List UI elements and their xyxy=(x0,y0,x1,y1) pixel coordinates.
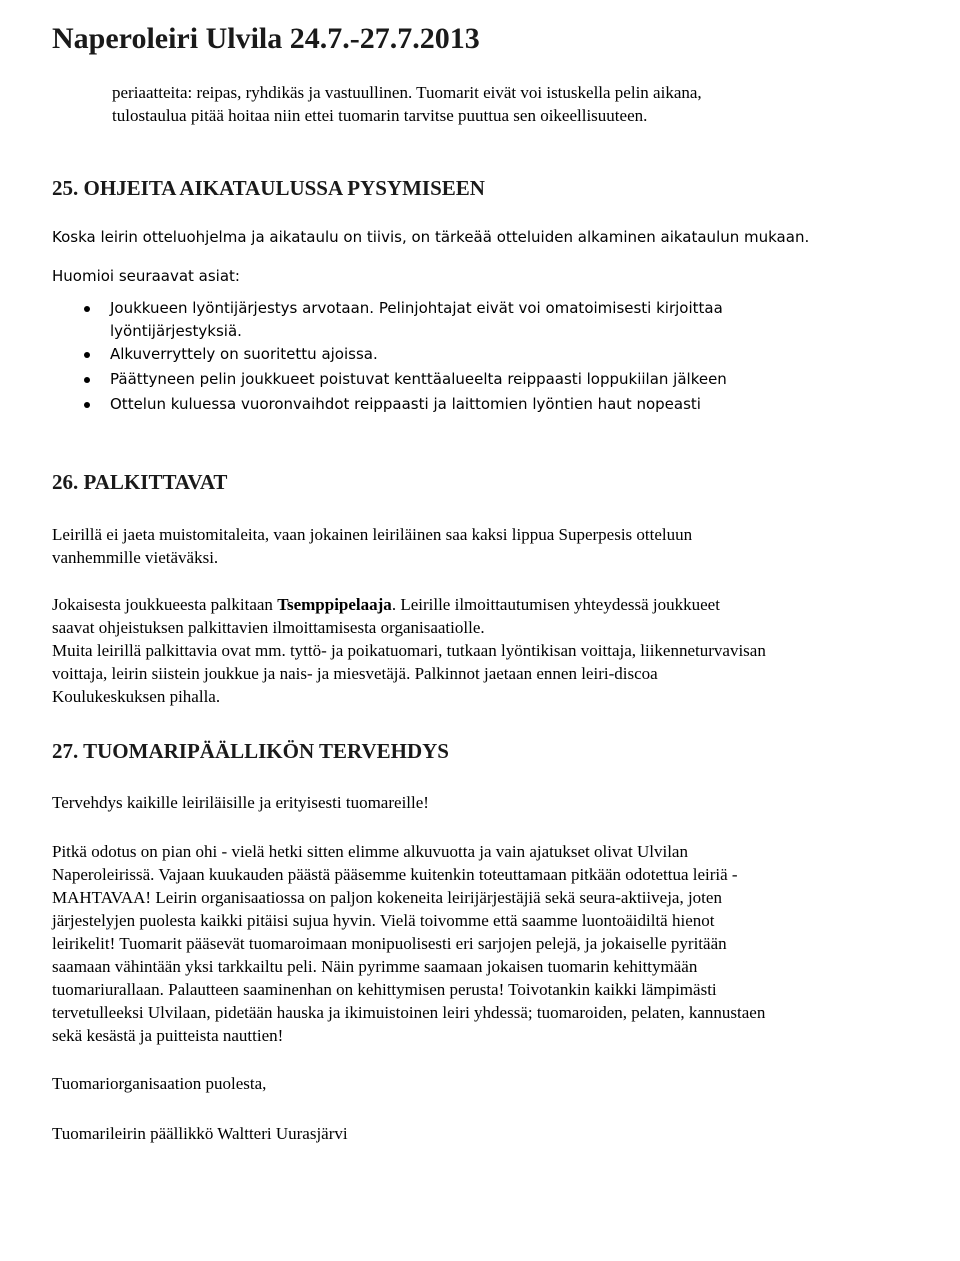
intro-line: periaatteita: reipas, ryhdikäs ja vastuullinen. Tuomarit eivät voi istuskella pelin aikana, xyxy=(112,83,702,102)
paragraph-line: Naperoleirissä. Vajaan kuukauden päästä pääsemme kuitenkin toteuttamaan pitkään odotettua leiriä - xyxy=(52,865,738,884)
intro-paragraph xyxy=(112,81,912,127)
section-27-greeting: Tervehdys kaikille leiriläisille ja erityisesti tuomareille! xyxy=(52,793,429,812)
award-name: Tsemppipelaaja xyxy=(277,595,392,614)
paragraph-line: Muita leirillä palkittavia ovat mm. tyttö- ja poikatuomari, tutkaan lyöntikisan voittaja, liikenneturvavisan xyxy=(52,641,766,660)
paragraph-line: järjestelyjen puolesta kaikki pitäisi sujua hyvin. Vielä toivomme että saamme luontoäidiltä hienot xyxy=(52,911,715,930)
paragraph-line: sekä kesästä ja puitteista nauttien! xyxy=(52,1026,284,1045)
paragraph-line: leirikelit! Tuomarit pääsevät tuomaroimaan monipuolisesti eri sarjojen pelejä, ja jokaiselle pyritään xyxy=(52,934,727,953)
paragraph-line: vanhemmille vietäväksi. xyxy=(52,548,219,567)
list-item xyxy=(82,297,882,343)
paragraph-line: Leirillä ei jaeta muistomitaleita, vaan jokainen leiriläinen saa kaksi lippua Superpesis otteluun xyxy=(52,525,693,544)
section-26-paragraph-2 xyxy=(52,593,922,708)
list-item-text: Ottelun kuluessa vuoronvaihdot reippaasti ja laittomien lyöntien haut nopeasti xyxy=(110,395,701,413)
list-item-text: Joukkueen lyöntijärjestys arvotaan. Pelinjohtajat eivät voi omatoimisesti kirjoittaa xyxy=(110,299,723,317)
list-item-text: Alkuverryttely on suoritettu ajoissa. xyxy=(110,345,378,363)
paragraph-line: Koulukeskuksen pihalla. xyxy=(52,687,221,706)
section-25-bullet-list xyxy=(82,297,882,416)
list-item-text: lyöntijärjestyksiä. xyxy=(110,322,242,340)
paragraph-line: MAHTAVAA! Leirin organisaatiossa on paljon kokeneita leirijärjestäjiä sekä seura-aktiiveja, joten xyxy=(52,888,722,907)
list-item-text: Päättyneen pelin joukkueet poistuvat kenttäalueelta reippaasti loppukiilan jälkeen xyxy=(110,370,727,388)
section-25-notice: Huomioi seuraavat asiat: xyxy=(52,267,240,285)
section-25-paragraph: Koska leirin otteluohjelma ja aikataulu on tiivis, on tärkeää otteluiden alkaminen aikataulun mukaan. xyxy=(52,228,810,246)
paragraph-line: saavat ohjeistuksen palkittavien ilmoittamisesta organisaatiolle. xyxy=(52,618,485,637)
section-26-paragraph-1 xyxy=(52,523,922,569)
section-26-heading: 26. PALKITTAVAT xyxy=(52,470,228,494)
bullet-icon xyxy=(84,306,90,312)
intro-line: tulostaulua pitää hoitaa niin ettei tuomarin tarvitse puuttua sen oikeellisuuteen. xyxy=(112,106,648,125)
paragraph-line: Pitkä odotus on pian ohi - vielä hetki sitten elimme alkuvuotta ja vain ajatukset olivat Ulvilan xyxy=(52,842,688,861)
text-run: . Leirille ilmoittautumisen yhteydessä joukkueet xyxy=(391,595,720,614)
list-item xyxy=(82,368,882,391)
paragraph-line: tervetulleeksi Ulvilaan, pidetään hauska ja ikimuistoinen leiri yhdessä; tuomaroiden, pelaten, kannustaen xyxy=(52,1003,766,1022)
section-27-body xyxy=(52,840,922,1047)
list-item xyxy=(82,393,882,416)
bullet-icon xyxy=(84,402,90,408)
section-25-heading: 25. OHJEITA AIKATAULUSSA PYSYMISEEN xyxy=(52,176,485,200)
bullet-icon xyxy=(84,352,90,358)
closing-line: Tuomariorganisaation puolesta, xyxy=(52,1074,267,1093)
paragraph-line: saamaan vähintään yksi tarkkailtu peli. Näin pyrimme saamaan jokaisen tuomarin kehittymään xyxy=(52,957,698,976)
text-run: Jokaisesta joukkueesta palkitaan xyxy=(52,595,278,614)
list-item xyxy=(82,343,882,366)
paragraph-line xyxy=(52,593,922,616)
paragraph-line: voittaja, leirin siistein joukkue ja nais- ja miesvetäjä. Palkinnot jaetaan ennen leiri-discoa xyxy=(52,664,658,683)
bullet-icon xyxy=(84,377,90,383)
section-27-heading: 27. TUOMARIPÄÄLLIKÖN TERVEHDYS xyxy=(52,739,449,763)
paragraph-line: tuomariurallaan. Palautteen saaminenhan on kehittymisen perusta! Toivotankin kaikki lämpimästi xyxy=(52,980,717,999)
signature-line: Tuomarileirin päällikkö Waltteri Uurasjärvi xyxy=(52,1124,348,1143)
page-header-title: Naperoleiri Ulvila 24.7.-27.7.2013 xyxy=(52,22,480,55)
